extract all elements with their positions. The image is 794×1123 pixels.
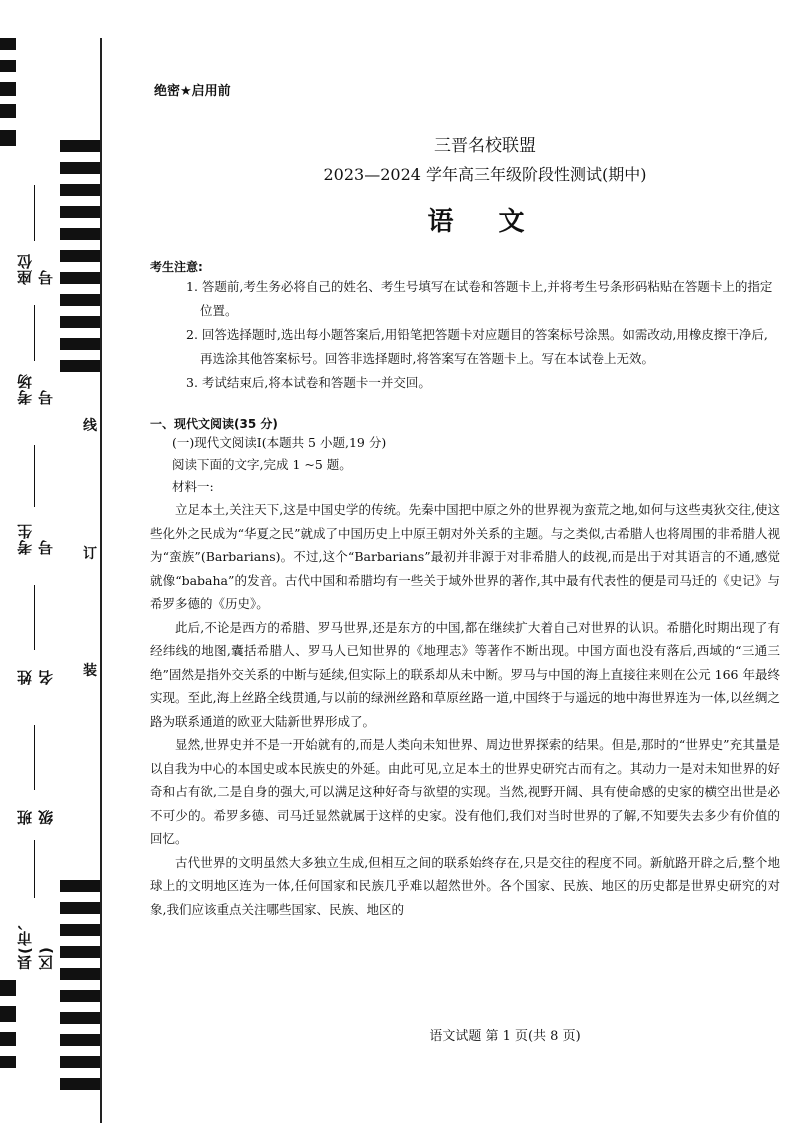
- note-item: 2. 回答选择题时,选出每小题答案后,用铅笔把答题卡对应题目的答案标号涂黑。如需改动,用橡皮擦干净后,再选涂其他答案标号。回答非选择题时,将答案写在答题卡上。写在本试卷上无效。: [186, 327, 768, 366]
- county-blank[interactable]: [35, 840, 36, 898]
- binding-bar: [0, 104, 16, 118]
- note-item: 3. 考试结束后,将本试卷和答题卡一并交回。: [186, 375, 431, 390]
- class-field[interactable]: [16, 725, 55, 825]
- binding-bar: [60, 968, 100, 980]
- paragraph: 古代世界的文明虽然大多独立生成,但相互之间的联系始终存在,只是交往的程度不同。新航路开辟之后,整个地球上的文明地区连为一体,任何国家和民族几乎难以超然世外。各个国家、民族、地区的历史都是世界史研究的对象,我们应该重点关注哪些国家、民族、地区的: [150, 854, 780, 917]
- seal-line-mark: 线: [83, 418, 97, 434]
- binding-bar: [0, 980, 16, 996]
- county-label: 县(市、区): [16, 914, 55, 970]
- exam-room-label: 考场号: [16, 373, 55, 405]
- binding-line: [100, 38, 102, 1123]
- binding-margin: [0, 0, 150, 1123]
- subsection-title: (一)现代文阅读Ⅰ(本题共 5 小题,19 分): [172, 435, 387, 450]
- note-item: 1. 答题前,考生务必将自己的姓名、考生号填写在试卷和答题卡上,并将考生号条形码粘贴在答题卡上的指定位置。: [186, 279, 773, 318]
- binding-bar: [60, 338, 100, 350]
- paragraph: 立足本土,关注天下,这是中国史学的传统。先秦中国把中原之外的世界视为蛮荒之地,如何与这些夷狄交往,使这些化外之民成为“华夏之民”就成了中国历史上中原王朝对外关系的主题。与之类似,古希腊人也将周围的非希腊人视为“蛮族”(Barbarians)。不过,这个“Barbarians”最初并非源于对非希腊人的歧视,而是出于对其语言的不通,感觉就像“babaha”的发音。古代中国和希腊均有一些关于域外世界的著作,其中最有代表性的便是司马迁的《史记》与希罗多德的《历史》。: [150, 502, 780, 611]
- binding-bar: [0, 82, 16, 96]
- binding-bar: [60, 140, 100, 152]
- binding-bar: [60, 228, 100, 240]
- seat-number-blank[interactable]: [35, 185, 36, 241]
- binding-bar: [60, 990, 100, 1002]
- exam-room-blank[interactable]: [35, 305, 36, 361]
- paragraph: 显然,世界史并不是一开始就有的,而是人类向未知世界、周边世界探索的结果。但是,那时的“世界史”充其量是以自我为中心的本国史或本民族史的外延。由此可见,立足本土的世界史研究古而有之。其动力一是对未知世界的好奇和占有欲,二是自身的强大,可以满足这种好奇与欲望的实现。当然,视野开阔、具有使命感的史家的横空出世是必不可少的。希罗多德、司马迁显然就属于这样的史家。没有他们,我们对当时世界的了解,不知要失去多少有价值的回忆。: [150, 737, 780, 846]
- binding-bar: [0, 1056, 16, 1068]
- binding-bar: [0, 60, 16, 72]
- binding-bar: [0, 38, 16, 50]
- binding-bar: [60, 360, 100, 372]
- class-label: 班级: [16, 809, 55, 825]
- name-field[interactable]: [16, 585, 55, 685]
- binding-bar: [60, 1078, 100, 1090]
- binding-bar: [0, 1006, 16, 1022]
- reading-instruction: 阅读下面的文字,完成 1 ~5 题。: [172, 457, 352, 472]
- seat-number-label: 座位号: [16, 253, 55, 285]
- binding-bar: [0, 130, 16, 146]
- binding-bar: [60, 316, 100, 328]
- class-blank[interactable]: [35, 725, 36, 790]
- material-label: 材料一:: [172, 479, 214, 494]
- student-number-field[interactable]: [16, 445, 55, 555]
- seal-bind-mark: 订: [83, 546, 97, 562]
- exam-title: 2023—2024 学年高三年级阶段性测试(期中): [323, 165, 647, 184]
- binding-bar: [60, 1012, 100, 1024]
- binding-bar: [60, 294, 100, 306]
- binding-bar: [60, 1034, 100, 1046]
- binding-bar: [60, 946, 100, 958]
- seat-number-field[interactable]: [16, 185, 55, 285]
- binding-bar: [60, 206, 100, 218]
- seal-pack-mark: 装: [83, 663, 97, 679]
- confidential-mark: 绝密★启用前: [154, 84, 231, 99]
- binding-bar: [60, 880, 100, 892]
- student-number-label: 考生号: [16, 523, 55, 555]
- alliance-title: 三晋名校联盟: [434, 136, 536, 156]
- student-number-blank[interactable]: [35, 445, 36, 507]
- binding-bar: [60, 184, 100, 196]
- name-label: 姓名: [16, 669, 55, 685]
- binding-bar: [60, 272, 100, 284]
- notes-title: 考生注意:: [150, 260, 203, 274]
- exam-room-field[interactable]: [16, 305, 55, 405]
- page-footer: 语文试题 第 1 页(共 8 页): [429, 1029, 581, 1044]
- county-field[interactable]: [16, 840, 55, 970]
- binding-bar: [60, 924, 100, 936]
- paragraph: 此后,不论是西方的希腊、罗马世界,还是东方的中国,都在继续扩大着自己对世界的认识。希腊化时期出现了有经纬线的地图,囊括希腊人、罗马人已知世界的《地理志》等著作不断出现。中国方面也没有落后,西域的“三通三绝”固然是指外交关系的中断与延续,但实际上的联系却从未中断。罗马与中国的海上直接往来则在公元 166 年最终实现。至此,海上丝路全线贯通,与以前的绿洲丝路和草原丝路一道,中国终于与遥远的地中海世界连为一体,以丝绸之路为联系通道的欧亚大陆新世界形成了。: [150, 619, 780, 729]
- subject-title: 语 文: [427, 207, 543, 237]
- binding-bar: [60, 162, 100, 174]
- binding-bar: [60, 250, 100, 262]
- section-title: 一、现代文阅读(35 分): [150, 417, 278, 431]
- binding-bar: [0, 1032, 16, 1046]
- binding-bar: [60, 1056, 100, 1068]
- exam-page: [150, 80, 780, 921]
- binding-bar: [60, 902, 100, 914]
- name-blank[interactable]: [35, 585, 36, 650]
